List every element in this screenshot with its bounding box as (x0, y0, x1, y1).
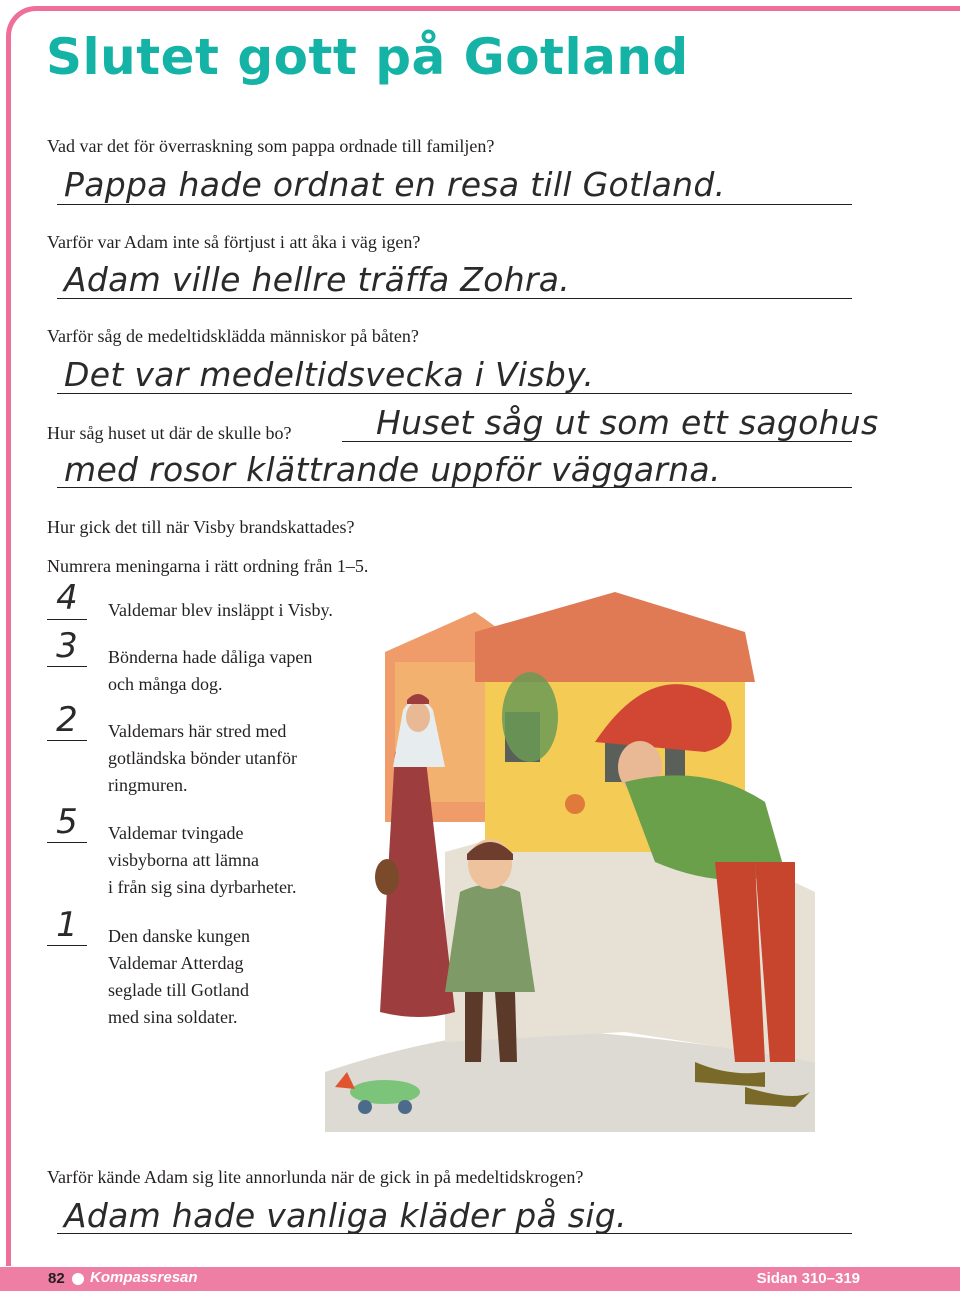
answer-2: Adam ville hellre träffa Zohra. (64, 260, 571, 299)
bullet-icon (72, 1273, 84, 1285)
order-item-line: gotländska bönder utanför (108, 748, 297, 768)
order-item-line: i från sig sina dyrbarheter. (108, 877, 297, 897)
question-4: Hur såg huset ut där de skulle bo? (47, 423, 292, 443)
answer-line-1 (57, 204, 852, 205)
page-number: 82 (48, 1270, 65, 1287)
order-item-line: med sina soldater. (108, 1007, 238, 1027)
answer-4-continued: med rosor klättrande uppför väggarna. (64, 450, 721, 489)
order-number: 3 (56, 626, 78, 666)
order-item-line: Den danske kungen (108, 926, 250, 946)
page-title: Slutet gott på Gotland (46, 28, 689, 86)
order-item-3 (108, 718, 297, 799)
order-blank (47, 740, 87, 741)
order-number: 4 (56, 578, 78, 618)
order-item-1 (108, 597, 333, 624)
answer-1: Pappa hade ordnat en resa till Gotland. (64, 165, 726, 204)
order-item-4 (108, 820, 296, 901)
order-item-5 (108, 923, 250, 1031)
answer-final: Adam hade vanliga kläder på sig. (64, 1196, 627, 1235)
question-3: Varför såg de medeltidsklädda människor på båten? (47, 326, 419, 346)
order-number: 2 (56, 700, 78, 740)
page-range: Sidan 310–319 (756, 1270, 860, 1287)
order-blank (47, 666, 87, 667)
order-blank (47, 842, 87, 843)
order-number: 1 (56, 905, 78, 945)
answer-3: Det var medeltidsvecka i Visby. (64, 355, 595, 394)
ordering-heading: Hur gick det till när Visby brandskattades? (47, 517, 355, 537)
medieval-street-illustration (325, 592, 815, 1132)
question-1: Vad var det för överraskning som pappa ordnade till familjen? (47, 136, 495, 156)
order-item-line: Valdemar Atterdag (108, 953, 244, 973)
answer-4: Huset såg ut som ett sagohus (376, 403, 879, 442)
question-2: Varför var Adam inte så förtjust i att åka i väg igen? (47, 232, 421, 252)
order-item-line: Bönderna hade dåliga vapen (108, 647, 313, 667)
order-item-line: visbyborna att lämna (108, 850, 259, 870)
question-final: Varför kände Adam sig lite annorlunda när de gick in på medeltidskrogen? (47, 1167, 584, 1187)
ordering-instruction: Numrera meningarna i rätt ordning från 1–5. (47, 556, 369, 576)
book-title: Kompassresan (90, 1269, 198, 1286)
order-blank (47, 945, 87, 946)
order-number: 5 (56, 802, 78, 842)
order-item-2 (108, 644, 312, 698)
order-item-line: Valdemar tvingade (108, 823, 244, 843)
order-item-line: och många dog. (108, 674, 223, 694)
order-blank (47, 619, 87, 620)
order-item-line: Valdemars här stred med (108, 721, 287, 741)
order-item-line: Valdemar blev insläppt i Visby. (108, 600, 333, 620)
order-item-line: ringmuren. (108, 775, 188, 795)
order-item-line: seglade till Gotland (108, 980, 249, 1000)
